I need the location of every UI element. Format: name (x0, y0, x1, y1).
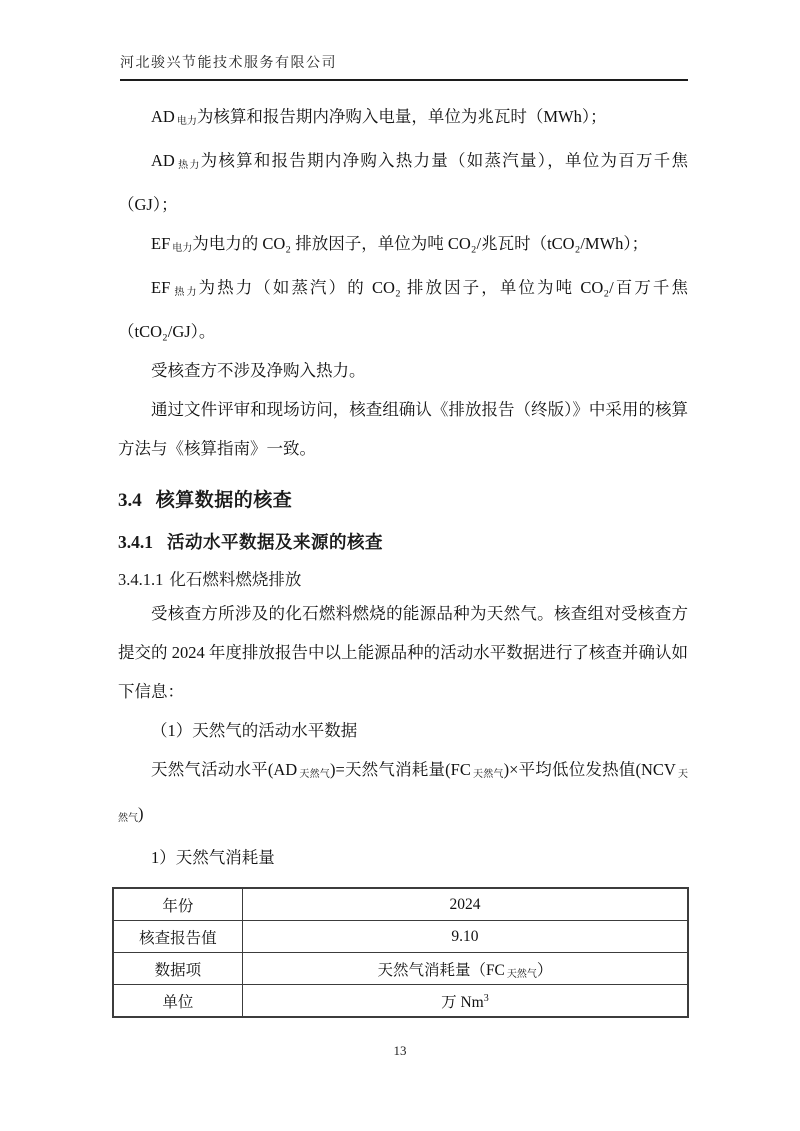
para-no-heat: 受核查方不涉及净购入热力。 (151, 361, 366, 380)
table-row (113, 921, 688, 953)
row-value (242, 985, 688, 1018)
row-label: 核查报告值 (113, 921, 242, 953)
term-abbr: EF (151, 234, 171, 253)
section-heading-3-4-1-1 (118, 566, 688, 594)
row-label: 年份 (113, 888, 242, 921)
para-confirm: 通过文件评审和现场访问，核查组确认《排放报告（终版）》中采用的核算方法与《核算指南》一致。 (118, 400, 688, 458)
row-label: 数据项 (113, 953, 242, 985)
heading-title: 核算数据的核查 (155, 490, 293, 511)
value-text: 天然气消耗量（FC (377, 961, 505, 979)
row-value: 2024 (242, 888, 688, 921)
para-text: 为热力（如蒸汽）的 CO₂ 排放因子，单位为吨 CO₂/百万千焦（tCO₂/GJ）。 (118, 278, 689, 341)
value-subscript: 天然气 (506, 968, 537, 980)
heading-number: 3.4.1 (118, 532, 153, 552)
para-text: 为电力的 CO₂ 排放因子，单位为吨 CO₂/兆瓦时（tCO₂/MWh）； (192, 234, 649, 253)
term-subscript: 热力 (172, 287, 199, 298)
term-subscript: 电力 (172, 243, 193, 254)
para-text: 为核算和报告期内净购入热力量（如蒸汽量），单位为百万千焦（GJ）； (118, 151, 689, 214)
term-abbr: AD (151, 151, 175, 170)
document-body (118, 97, 688, 1018)
value-text: ） (536, 961, 553, 979)
para-formula (118, 750, 688, 838)
para-ad-heat (118, 141, 688, 224)
formula-subscript: 天然气 (472, 769, 504, 780)
para-sub-item-1: 1）天然气消耗量 (151, 848, 275, 867)
formula-subscript: 天然气 (299, 769, 330, 780)
table-row (113, 953, 688, 985)
formula-text: 天然气活动水平(AD (151, 760, 298, 779)
row-value (242, 953, 688, 985)
table-row (113, 985, 688, 1018)
table-row (113, 888, 688, 921)
term-abbr: AD (151, 107, 175, 126)
para-ef-power (118, 224, 688, 268)
formula-text: )=天然气消耗量(FC (329, 760, 471, 779)
value-superscript: 3 (483, 992, 489, 1004)
gas-consumption-table (112, 887, 689, 1018)
section-heading-3-4 (118, 486, 688, 516)
formula-text: )×平均低位发热值(NCV (503, 760, 676, 779)
heading-title: 活动水平数据及来源的核查 (167, 532, 383, 552)
formula-subscript: 天然气 (118, 769, 689, 824)
page-header (120, 54, 688, 81)
heading-number: 3.4.1.1 (118, 570, 164, 589)
para-item-1: （1）天然气的活动水平数据 (151, 721, 358, 740)
para-fossil-fuel: 受核查方所涉及的化石燃料燃烧的能源品种为天然气。核查组对受核查方提交的 2024 年度排放报告中以上能源品种的活动水平数据进行了核查并确认如下信息： (118, 604, 688, 701)
section-heading-3-4-1 (118, 528, 688, 556)
term-abbr: EF (151, 278, 171, 297)
para-ad-power (118, 97, 688, 141)
page-number: 13 (393, 1043, 407, 1058)
value-text: 万 Nm (441, 993, 484, 1011)
term-subscript: 热力 (176, 160, 201, 171)
term-subscript: 电力 (176, 116, 197, 127)
row-label: 单位 (113, 985, 242, 1018)
para-text: 为核算和报告期内净购入电量，单位为兆瓦时（MWh）； (196, 107, 607, 126)
company-name: 河北骏兴节能技术服务有限公司 (120, 54, 688, 81)
formula-text: ) (138, 804, 144, 823)
heading-title: 化石燃料燃烧排放 (169, 570, 302, 589)
page-footer (0, 1043, 800, 1059)
row-value: 9.10 (242, 921, 688, 953)
heading-number: 3.4 (118, 490, 142, 511)
para-ef-heat (118, 268, 688, 351)
